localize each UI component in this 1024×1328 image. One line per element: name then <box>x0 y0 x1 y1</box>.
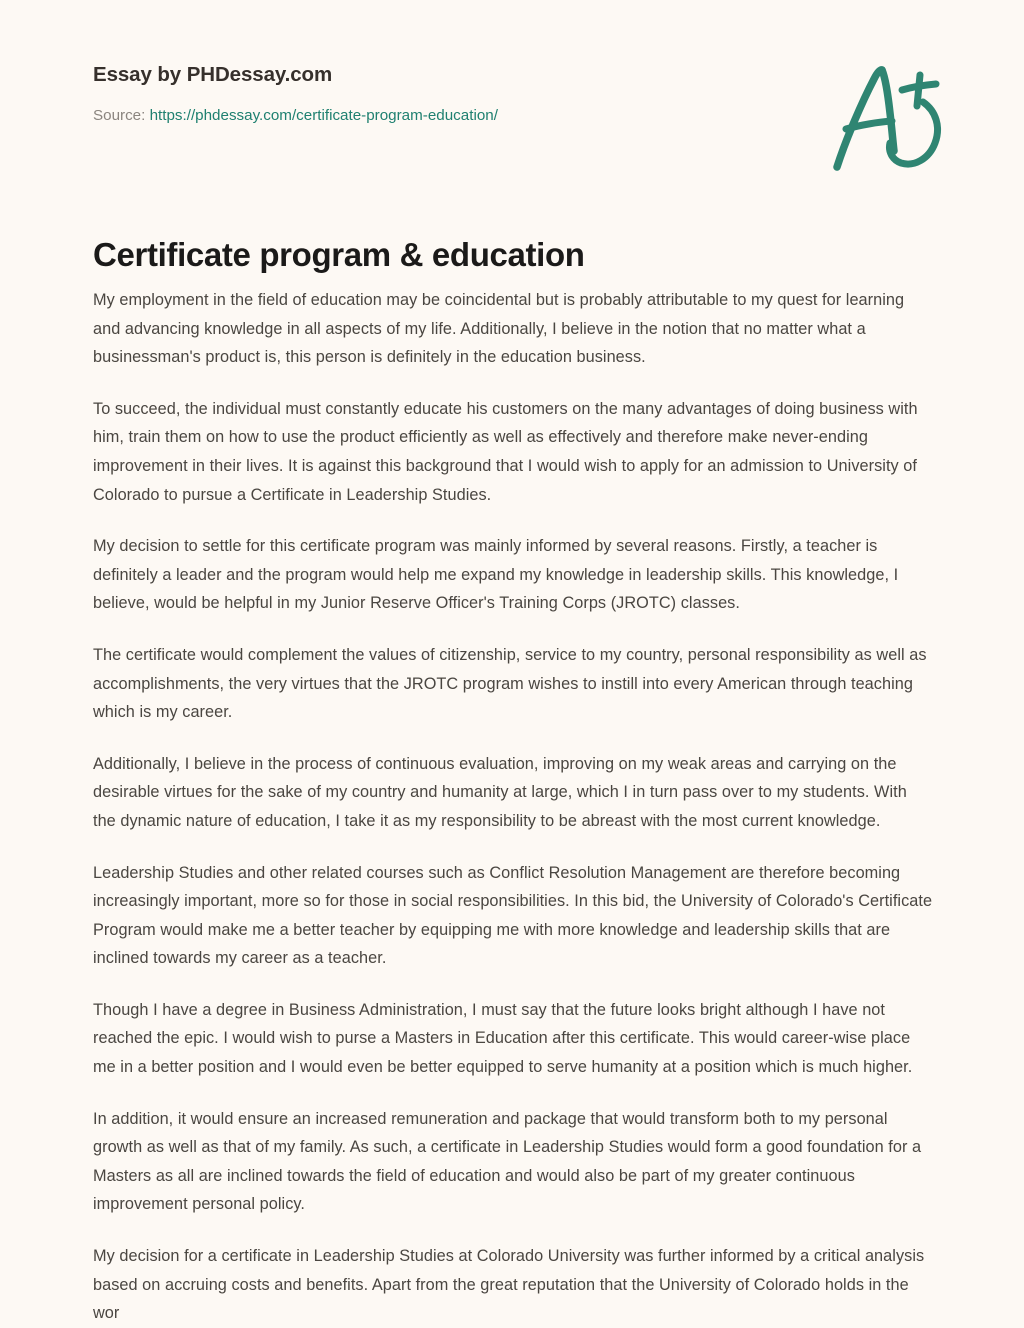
a-plus-logo-icon <box>824 55 954 175</box>
brand-byline: Essay by PHDessay.com <box>93 63 333 86</box>
paragraph: My employment in the field of education may be coincidental but is probably attributable to my quest for learning and advancing knowledge in all aspects of my life. Additionally, I believe in the notion that no matter what a businessman's product is, this person is definitely in the education business. <box>93 291 905 367</box>
source-line <box>93 106 793 126</box>
source-label: Source: <box>93 106 146 124</box>
essay-body <box>93 286 933 1328</box>
paragraph: My decision for a certificate in Leadership Studies at Colorado University was further informed by a critical analysis based on accruing costs and benefits. Apart from the great reputation that the University of Colorado holds in the wor <box>93 1247 925 1323</box>
paragraph: Leadership Studies and other related courses such as Conflict Resolution Management are therefore becoming increasingly important, more so for those in social responsibilities. In this bid, the University of Colorado's Certificate Program would make me a better teacher by equipping me with more knowledge and leadership skills that are inclined towards my career as a teacher. <box>93 863 933 968</box>
paragraph: To succeed, the individual must constantly educate his customers on the many advantages of doing business with him, train them on how to use the product efficiently as well as effectively and therefore make never-ending improvement in their lives. It is against this background that I would wish to apply for an admission to University of Colorado to pursue a Certificate in Leadership Studies. <box>93 399 918 504</box>
paragraph: Additionally, I believe in the process of continuous evaluation, improving on my weak areas and carrying on the desirable virtues for the sake of my country and humanity at large, which I in turn pass over to my students. With the dynamic nature of education, I take it as my responsibility to be abreast with the most current knowledge. <box>93 754 907 830</box>
page-header <box>93 62 793 125</box>
page-title: Certificate program & education <box>93 236 585 274</box>
paragraph: The certificate would complement the values of citizenship, service to my country, personal responsibility as well as accomplishments, the very virtues that the JROTC program wishes to instill into every American through teaching which is my career. <box>93 645 927 722</box>
source-url-link[interactable]: https://phdessay.com/certificate-program-education/ <box>149 106 498 124</box>
paragraph: My decision to settle for this certificate program was mainly informed by several reasons. Firstly, a teacher is definitely a leader and the program would help me expand my knowledge in leadership skills. This knowledge, I believe, would be helpful in my Junior Reserve Officer's Training Corps (JROTC) classes. <box>93 537 899 613</box>
paragraph: In addition, it would ensure an increased remuneration and package that would transform both to my personal growth as well as that of my family. As such, a certificate in Leadership Studies would form a good foundation for a Masters as all are inclined towards the field of education and would also be part of my greater continuous improvement personal policy. <box>93 1109 922 1214</box>
paragraph: Though I have a degree in Business Administration, I must say that the future looks bright although I have not reached the epic. I would wish to purse a Masters in Education after this certificate. This would career-wise place me in a better position and I would even be better equipped to serve humanity at a position which is much higher. <box>93 1000 913 1077</box>
